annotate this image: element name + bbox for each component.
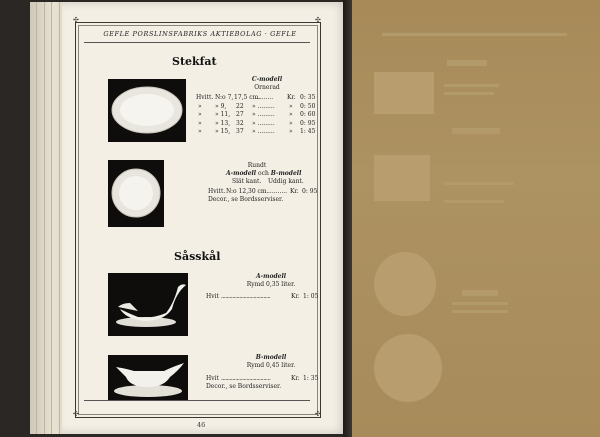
round-subtitle: Rundt bbox=[247, 162, 267, 169]
corner-ornament-icon: ✣ bbox=[73, 410, 79, 418]
ghost-photo bbox=[374, 155, 430, 201]
row-price: 0: 60 bbox=[300, 111, 316, 118]
catalog-page bbox=[62, 2, 348, 434]
footer-rule bbox=[84, 400, 310, 401]
row-price: 1: 05 bbox=[303, 293, 319, 300]
row-price: 0: 50 bbox=[300, 102, 316, 110]
section-title-stekfat: Stekfat bbox=[172, 55, 217, 68]
kant-b-label: Uddig kant. bbox=[268, 178, 304, 185]
decor-note: Decor., se Bordsserviser. bbox=[206, 383, 282, 390]
rymd-label: Rymd 0,35 liter. bbox=[246, 281, 296, 288]
price-row bbox=[196, 128, 318, 137]
gravy-boat-a-image bbox=[108, 273, 188, 336]
page-header: GEFLE PORSLINSFABRIKS AKTIEBOLAG · GEFLE bbox=[103, 30, 297, 38]
row-size: 30 cm. bbox=[248, 188, 269, 195]
ghost-text bbox=[444, 200, 504, 203]
row-leader: » ......... bbox=[252, 119, 275, 127]
row-label: » bbox=[198, 128, 202, 135]
page-number: 46 bbox=[197, 421, 206, 429]
price-row bbox=[196, 111, 318, 120]
ghost-title bbox=[452, 128, 500, 134]
ghost-plate bbox=[374, 334, 442, 402]
row-number: » 11, bbox=[215, 111, 231, 118]
row-size: 37 bbox=[236, 128, 244, 135]
ghost-header bbox=[382, 33, 567, 36]
price-row bbox=[196, 103, 318, 112]
row-leader: » ......... bbox=[252, 111, 275, 118]
price-row bbox=[196, 120, 318, 129]
round-platter-photo bbox=[108, 160, 164, 227]
ghost-text bbox=[452, 302, 508, 305]
row-leader: ................................... bbox=[221, 375, 271, 382]
gravy-boat-b-photo bbox=[108, 355, 188, 400]
row-leader: » ......... bbox=[252, 128, 275, 135]
gravy-boat-a-photo bbox=[108, 273, 188, 336]
row-number: » 13, bbox=[215, 119, 231, 127]
och-label: och bbox=[258, 170, 269, 177]
ghost-plate bbox=[374, 252, 436, 316]
row-currency: » bbox=[289, 119, 293, 127]
price-row-sasskal-a bbox=[206, 293, 318, 302]
row-price: 1: 35 bbox=[303, 375, 319, 382]
row-size: 17,5 cm. bbox=[234, 94, 261, 101]
row-currency: Kr. bbox=[287, 94, 296, 101]
row-number: » 9, bbox=[215, 102, 227, 110]
oval-platter-image bbox=[108, 79, 186, 142]
row-currency: » bbox=[289, 128, 293, 135]
row-label: Hvit bbox=[206, 293, 219, 300]
ghost-text bbox=[444, 92, 494, 95]
model-label: B-modell bbox=[255, 354, 287, 361]
model-label: A-modell bbox=[255, 273, 287, 280]
header-rule bbox=[84, 42, 310, 43]
corner-ornament-icon: ✣ bbox=[73, 16, 79, 24]
model-a-label: A-modell bbox=[226, 170, 257, 177]
row-label: Hvit bbox=[206, 375, 219, 382]
row-currency: » bbox=[289, 102, 293, 110]
oval-platter-photo bbox=[108, 79, 186, 142]
row-label: Hvitt. bbox=[208, 188, 226, 195]
row-currency: Kr. bbox=[290, 188, 299, 195]
row-price: 0: 95 bbox=[302, 188, 318, 195]
ghost-title bbox=[462, 290, 498, 296]
row-size: 32 bbox=[236, 119, 244, 127]
row-size: 27 bbox=[236, 111, 244, 118]
model-label: C-modell bbox=[251, 76, 283, 83]
row-currency: » bbox=[289, 111, 293, 118]
row-label: » bbox=[198, 119, 202, 127]
section-title-sasskal: Såsskål bbox=[174, 250, 221, 263]
model-b-label: B-modell bbox=[270, 170, 302, 177]
price-list-oval bbox=[196, 94, 318, 137]
ghost-text bbox=[444, 84, 499, 87]
row-label: » bbox=[198, 102, 202, 110]
ghost-text bbox=[444, 182, 514, 185]
row-leader: .......... bbox=[268, 188, 288, 195]
model-subtitle: Ornerad bbox=[254, 84, 280, 91]
price-row bbox=[196, 94, 318, 103]
ghost-photo bbox=[374, 72, 434, 114]
gravy-boat-b-image bbox=[108, 355, 188, 400]
row-leader: » ......... bbox=[252, 102, 275, 110]
row-currency: Kr. bbox=[291, 293, 300, 300]
corner-ornament-icon: ✣ bbox=[315, 410, 321, 418]
facing-page-bleedthrough bbox=[352, 0, 600, 437]
row-number: » 15, bbox=[215, 128, 231, 135]
round-platter-image bbox=[108, 160, 164, 227]
row-currency: Kr. bbox=[291, 375, 300, 382]
row-leader: ................................... bbox=[221, 293, 271, 300]
row-number: N:o 12, bbox=[226, 188, 249, 195]
corner-ornament-icon: ✣ bbox=[315, 16, 321, 24]
row-price: 0: 35 bbox=[300, 94, 316, 101]
ghost-title bbox=[447, 60, 487, 66]
row-price: 0: 95 bbox=[300, 119, 316, 127]
rymd-label: Rymd 0,45 liter. bbox=[246, 362, 296, 369]
row-label: » bbox=[198, 111, 202, 118]
decor-note: Decor., se Bordsserviser. bbox=[208, 196, 284, 203]
ghost-text bbox=[452, 310, 508, 313]
row-label: Hvitt. bbox=[196, 94, 214, 101]
row-price: 1: 45 bbox=[300, 128, 316, 135]
row-size: 22 bbox=[236, 102, 244, 110]
row-number: N:o 7, bbox=[215, 94, 234, 101]
row-leader: ......... bbox=[256, 94, 274, 101]
kant-a-label: Slät kant. bbox=[232, 178, 262, 185]
